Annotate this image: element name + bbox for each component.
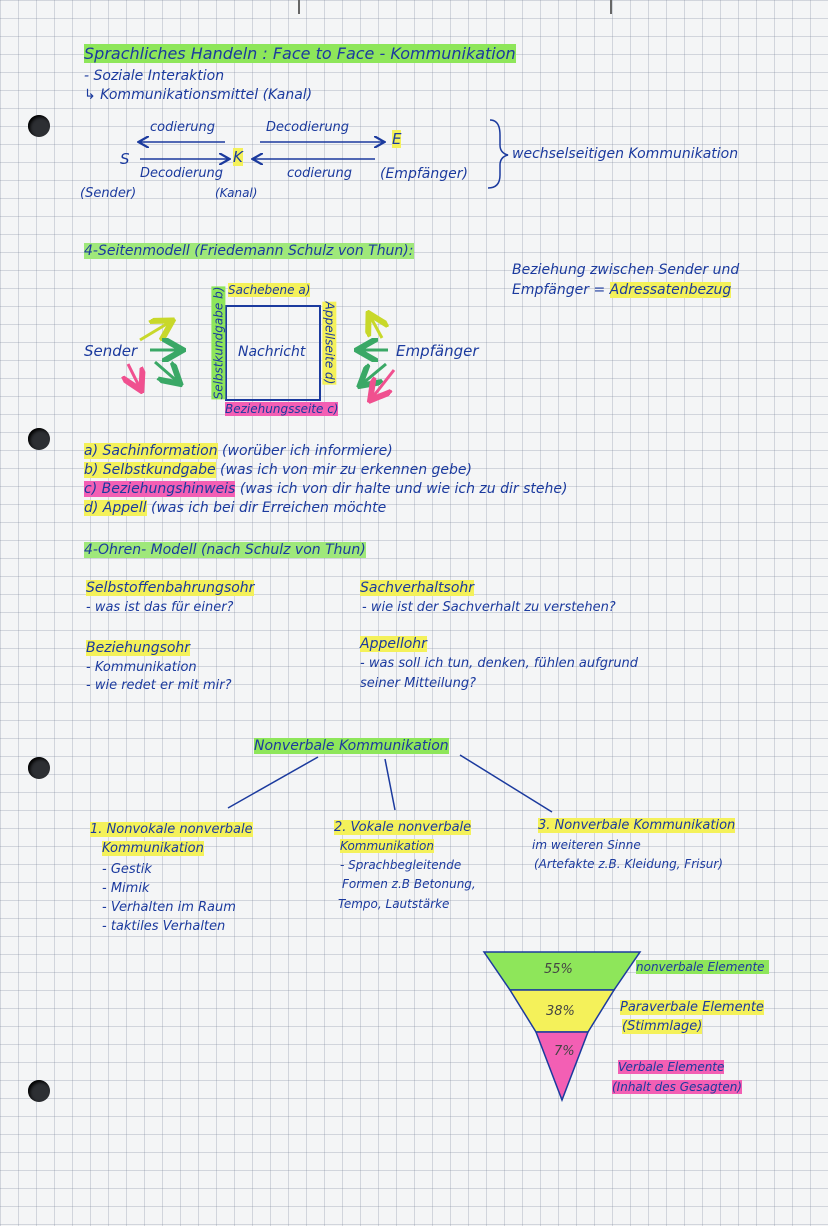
- pyramid-label-verbal-sub: (Inhalt des Gesagten): [612, 1080, 742, 1094]
- explanation-text: (was ich von mir zu erkennen gebe): [215, 462, 472, 478]
- ear-sach-text: - wie ist der Sachverhalt zu verstehen?: [362, 600, 616, 615]
- explanation-label: b) Selbstkundgabe: [84, 462, 216, 478]
- branch2-text3: Tempo, Lautstärke: [338, 897, 450, 911]
- branch2-text2: Formen z.B Betonung,: [342, 877, 476, 891]
- branch2-title2: Kommunikation: [340, 839, 434, 853]
- ear-bez-text1: - Kommunikation: [86, 660, 197, 675]
- label-sender: (Sender): [80, 186, 137, 201]
- node-e: E: [392, 130, 402, 148]
- ear-bez-text2: - wie redet er mit mir?: [86, 678, 232, 693]
- sender-label: Sender: [84, 342, 138, 360]
- label-kanal: (Kanal): [215, 186, 258, 200]
- receiver-label: Empfänger: [396, 342, 479, 360]
- message-label: Nachricht: [238, 344, 306, 360]
- tree-line-middle: [385, 759, 395, 810]
- explanation-label: d) Appell: [84, 500, 147, 516]
- ear-selbst-text: - was ist das für einer?: [86, 600, 234, 615]
- branch1-item: - taktiles Verhalten: [102, 919, 226, 934]
- explanation-label: a) Sachinformation: [84, 443, 218, 459]
- branch3-title: 3. Nonverbale Kommunikation: [538, 818, 736, 833]
- side-appellseite: Appellseite d): [322, 301, 337, 385]
- pyramid-label-nonverbal: nonverbale Elemente: [636, 960, 769, 974]
- explanation-label: c) Beziehungshinweis: [84, 481, 236, 497]
- ear-selbst-title: Selbstoffenbahrungsohr: [86, 580, 255, 596]
- pyramid-pct-nonverbal: 55%: [544, 962, 573, 977]
- tree-line-right: [460, 755, 552, 812]
- explanation-text: (was ich von dir halte und wie ich zu dir stehe): [235, 481, 568, 497]
- ear-appell-title: Appellohr: [360, 636, 427, 652]
- label-empfaenger: (Empfänger): [380, 166, 468, 182]
- explanation-b: [84, 461, 567, 480]
- ear-appell-text1: - was soll ich tun, denken, fühlen aufgrund: [360, 656, 639, 671]
- side-selbstkundgabe: Selbstkundgabe b): [211, 286, 226, 400]
- branch2-text1: - Sprachbegleitende: [340, 858, 462, 872]
- four-sides-title: 4-Seitenmodell (Friedemann Schulz von Thun):: [84, 243, 414, 259]
- four-sides-note-line2: [512, 282, 731, 298]
- branch1-item: - Mimik: [102, 881, 150, 896]
- ear-appell-text2: seiner Mitteilung?: [360, 676, 476, 691]
- nonverbal-title: Nonverbale Kommunikation: [254, 738, 449, 754]
- header-line-interaction: - Soziale Interaktion: [84, 68, 225, 84]
- branch1-item: - Gestik: [102, 862, 152, 877]
- pyramid-level-verbal: [536, 1032, 588, 1100]
- label-decodierung-top: Decodierung: [266, 120, 350, 135]
- brace: [488, 120, 508, 188]
- ear-sach-title: Sachverhaltsohr: [360, 580, 475, 596]
- node-s: S: [120, 150, 130, 168]
- label-decodierung-bottom: Decodierung: [140, 166, 224, 181]
- branch3-text2: (Artefakte z.B. Kleidung, Frisur): [534, 857, 723, 871]
- branch2-title1: 2. Vokale nonverbale: [334, 820, 472, 835]
- side-sachebene: Sachebene a): [228, 283, 311, 297]
- pyramid-label-paraverbal: Paraverbale Elemente: [620, 1000, 764, 1015]
- node-k: K: [233, 148, 243, 166]
- label-codierung-top: codierung: [150, 120, 216, 135]
- branch1-title2: Kommunikation: [102, 841, 204, 856]
- four-ears-title: 4-Ohren- Modell (nach Schulz von Thun): [84, 542, 366, 558]
- pyramid-label-paraverbal-sub: (Stimmlage): [622, 1019, 703, 1034]
- explanation-a: [84, 442, 567, 461]
- side-beziehungsseite: Beziehungsseite c): [225, 402, 339, 416]
- arrow-green-receiver-2: [362, 364, 386, 384]
- header-line-medium: ↳ Kommunikationsmittel (Kanal): [84, 87, 313, 103]
- explanation-c: [84, 480, 567, 499]
- four-sides-note-line1: Beziehung zwischen Sender und: [512, 262, 740, 278]
- pyramid-pct-paraverbal: 38%: [546, 1004, 575, 1019]
- tree-line-left: [228, 757, 318, 808]
- note-highlight: Adressatenbezug: [609, 282, 732, 298]
- ear-bez-title: Beziehungsohr: [86, 640, 191, 656]
- explanation-text: (worüber ich informiere): [217, 443, 393, 459]
- branch3-text1: im weiteren Sinne: [532, 838, 641, 852]
- arrow-pink-sender: [128, 364, 140, 388]
- page-title: Sprachliches Handeln : Face to Face - Kommunikation: [84, 44, 516, 63]
- note-prefix: Empfänger =: [512, 282, 610, 298]
- brace-label: wechselseitigen Kommunikation: [512, 146, 739, 162]
- explanation-text: (was ich bei dir Erreichen möchte: [146, 500, 387, 516]
- branch1-title1: 1. Nonvokale nonverbale: [90, 822, 253, 837]
- pyramid-pct-verbal: 7%: [554, 1044, 575, 1059]
- branch1-item: - Verhalten im Raum: [102, 900, 236, 915]
- arrow-yellow-receiver: [370, 316, 382, 338]
- explanation-list: [84, 442, 567, 518]
- explanation-d: [84, 499, 567, 518]
- arrow-yellow-sender: [140, 322, 170, 340]
- arrow-green-sender-2: [155, 362, 178, 382]
- label-codierung-bottom: codierung: [287, 166, 353, 181]
- pyramid-label-verbal: Verbale Elemente: [618, 1060, 725, 1074]
